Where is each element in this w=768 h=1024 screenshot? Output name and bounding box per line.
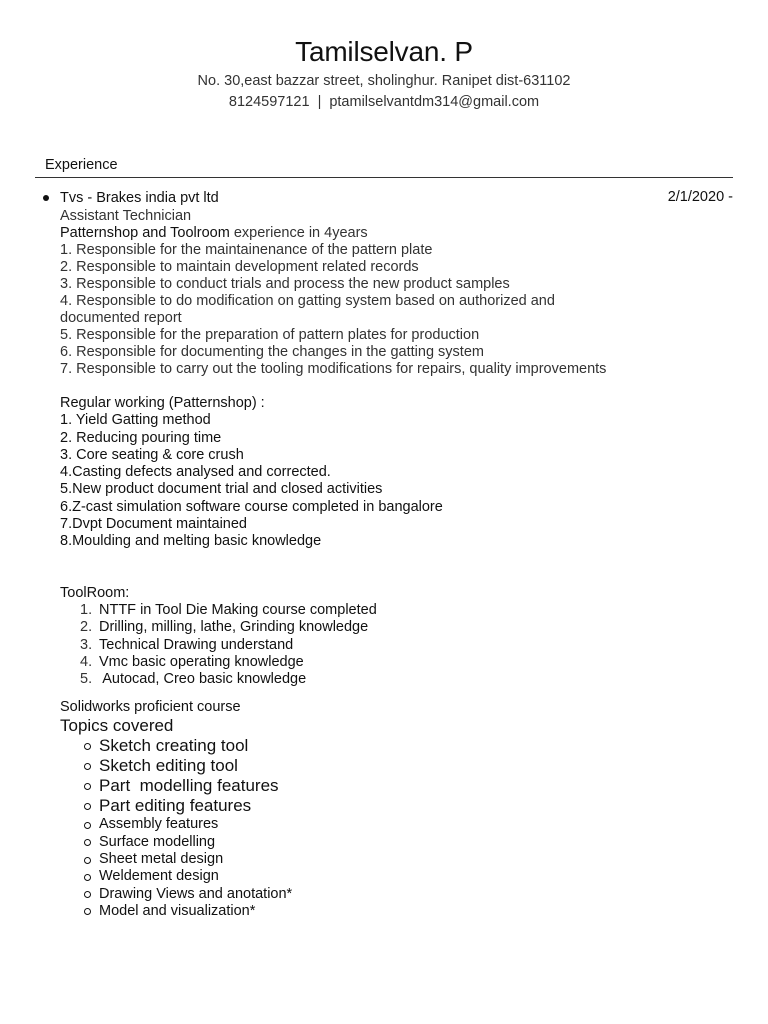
circle-bullet-icon [84,763,91,770]
topic-text: Assembly features [99,816,219,833]
topic-text: Surface modelling [99,833,216,850]
resume-name: Tamilselvan. P [295,36,473,67]
patternshop-item: 6.Z-cast simulation software course completed in bangalore [60,498,443,515]
toolroom-item [60,637,733,654]
topic-item [60,886,733,903]
patternshop-item: 8.Moulding and melting basic knowledge [60,533,322,550]
item-number: 5. [80,671,93,688]
solidworks-title: Solidworks proficient course [60,699,241,716]
section-title-experience: Experience [45,157,118,173]
topics-list [60,736,733,920]
patternshop-title: Regular working (Patternshop) : [60,395,265,411]
topic-text: Part editing features [99,796,252,816]
topic-text: Sheet metal design [99,851,224,868]
topic-text: Drawing Views and anotation* [99,885,293,902]
company-name: Tvs - Brakes india pvt ltd [60,190,219,206]
topic-text: Sketch creating tool [99,736,249,756]
responsibility-item: 2. Responsible to maintain development related records [60,259,419,275]
item-text: Autocad, Creo basic knowledge [99,671,307,688]
item-text: Vmc basic operating knowledge [99,653,304,670]
item-number: 1. [80,601,93,618]
topic-item [60,756,733,776]
topics-title: Topics covered [60,716,174,736]
toolroom-title: ToolRoom: [60,584,130,601]
job-summary [60,225,733,242]
responsibility-item: 5. Responsible for the preparation of pattern plates for production [60,327,480,343]
circle-bullet-icon [84,857,91,864]
topic-item [60,736,733,756]
circle-bullet-icon [84,783,91,790]
patternshop-item: 7.Dvpt Document maintained [60,516,247,533]
topic-item [60,868,733,885]
topic-item [60,816,733,833]
patternshop-item: 5.New product document trial and closed activities [60,481,383,498]
circle-bullet-icon [84,874,91,881]
topic-item [60,851,733,868]
item-number: 2. [80,619,93,636]
toolroom-item [60,671,733,688]
patternshop-item: 3. Core seating & core crush [60,446,244,463]
topic-item [60,903,733,920]
item-number: 4. [80,653,93,670]
patternshop-item: 1. Yield Gatting method [60,412,211,429]
circle-bullet-icon [84,908,91,915]
item-text: NTTF in Tool Die Making course completed [99,601,377,618]
responsibility-item: 1. Responsible for the maintainenance of the pattern plate [60,242,433,258]
topic-item [60,834,733,851]
item-number: 3. [80,636,93,653]
item-text: Technical Drawing understand [99,636,294,653]
section-divider [35,177,733,178]
toolroom-item [60,619,733,636]
topic-text: Sketch editing tool [99,756,238,776]
circle-bullet-icon [84,743,91,750]
circle-bullet-icon [84,822,91,829]
topic-item [60,796,733,816]
circle-bullet-icon [84,891,91,898]
contact-email: ptamilselvantdm314@gmail.com [329,94,540,110]
contact-phone: 8124597121 [228,94,310,110]
toolroom-list [60,602,733,688]
responsibility-list [60,242,733,378]
circle-bullet-icon [84,839,91,846]
responsibility-item: documented report [60,310,182,326]
topic-text: Part modelling features [99,776,279,796]
contact-line [0,94,768,110]
toolroom-item [60,602,733,619]
job-date: 2/1/2020 - [667,189,733,205]
contact-address: No. 30,east bazzar street, sholinghur. Ranipet dist-631102 [197,73,571,89]
topic-item [60,776,733,796]
patternshop-item: 4.Casting defects analysed and corrected. [60,464,331,481]
contact-separator: | [317,94,322,110]
responsibility-item: 7. Responsible to carry out the tooling modifications for repairs, quality improvements [60,361,607,377]
circle-bullet-icon [84,803,91,810]
toolroom-item [60,654,733,671]
responsibility-item: 4. Responsible to do modification on gatting system based on authorized and [60,293,555,309]
summary-bold: Patternshop and Toolroom [60,225,230,241]
bullet-dot [43,195,49,201]
job-role: Assistant Technician [60,208,192,224]
item-text: Drilling, milling, lathe, Grinding knowledge [99,619,369,636]
responsibility-item: 6. Responsible for documenting the changes in the gatting system [60,344,484,360]
patternshop-item: 2. Reducing pouring time [60,429,222,446]
topic-text: Model and visualization* [99,902,256,919]
topic-text: Weldement design [99,868,219,885]
summary-rest: experience in 4years [229,225,368,241]
patternshop-list [60,412,733,550]
responsibility-item: 3. Responsible to conduct trials and process the new product samples [60,276,510,292]
job-entry [60,189,733,920]
